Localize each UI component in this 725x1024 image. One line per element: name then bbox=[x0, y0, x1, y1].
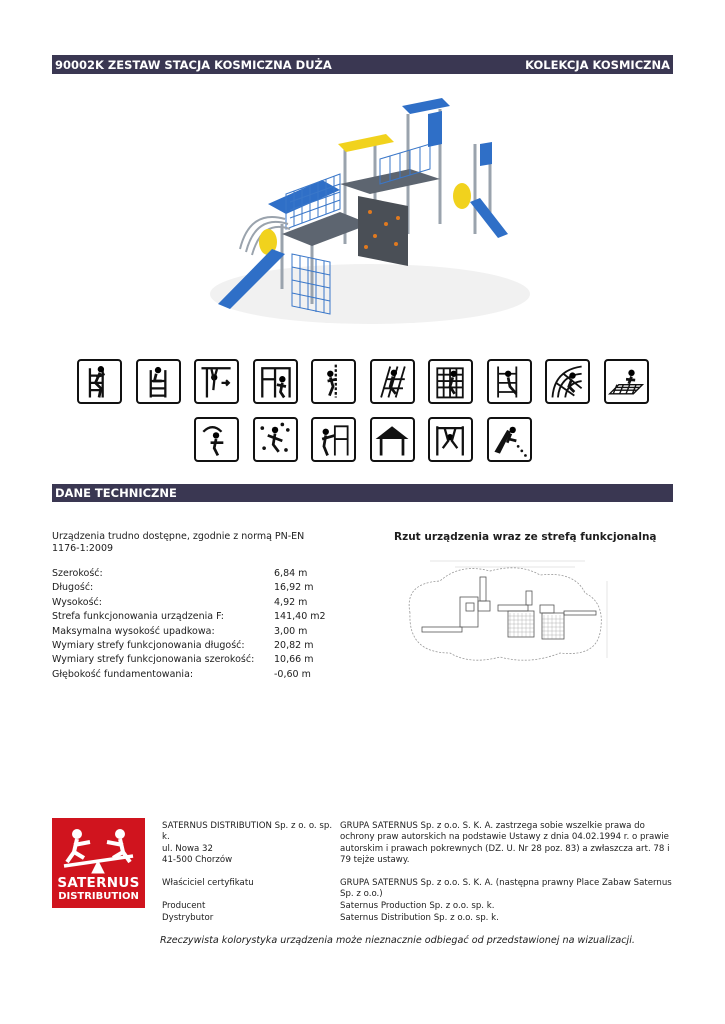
spec-value: 4,92 m bbox=[274, 596, 308, 608]
spec-label: Wymiary strefy funkcjonowania szerokość: bbox=[52, 654, 255, 666]
logo-line-2: DISTRIBUTION bbox=[58, 891, 139, 902]
spec-row bbox=[52, 610, 326, 624]
header-bar bbox=[52, 55, 673, 74]
steps-climb-icon bbox=[136, 359, 181, 404]
spec-value: 3,00 m bbox=[274, 625, 308, 637]
spec-row bbox=[52, 581, 326, 595]
floor-net-icon bbox=[604, 359, 649, 404]
spec-label: Głębokość fundamentowania: bbox=[52, 668, 194, 680]
ladder-climb-icon bbox=[77, 359, 122, 404]
company-street: ul. Nowa 32 bbox=[162, 843, 213, 854]
copyright-notice: GRUPA SATERNUS Sp. z o.o. S. K. A. zastrzega sobie wszelkie prawa do ochrony praw autorskich na podstawie Ustawy z dnia 04.02.1994 r. o prawie autorskim i prawach pokrewnych (DZ. U. Nr 28 poz. 83) a zwłaszcza art. 78 i 79 tejże ustawy. bbox=[340, 821, 670, 866]
roof-icon bbox=[370, 417, 415, 462]
product-title: 90002K ZESTAW STACJA KOSMICZNA DUŻA bbox=[55, 57, 332, 72]
plan-drawing bbox=[400, 553, 615, 668]
norm-note: Urządzenia trudno dostępne, zgodnie z normą PN-EN 1176-1:2009 bbox=[52, 531, 305, 554]
producer-value: Saternus Production Sp. z o.o. sp. k. bbox=[340, 901, 495, 911]
spec-value: 6,84 m bbox=[274, 568, 308, 579]
spec-label: Wymiary strefy funkcjonowania długość: bbox=[52, 640, 245, 652]
owner-label: Właściciel certyfikatu bbox=[162, 878, 254, 888]
section-title: DANE TECHNICZNE bbox=[55, 486, 177, 500]
distributor-label: Dystrybutor bbox=[162, 913, 214, 923]
grid-climb-icon bbox=[428, 359, 473, 404]
curved-net-icon bbox=[545, 359, 590, 404]
spec-label: Szerokość: bbox=[52, 568, 103, 579]
product-image bbox=[190, 84, 535, 340]
spec-row bbox=[52, 596, 326, 610]
spec-value: 141,40 m2 bbox=[274, 611, 326, 623]
company-address bbox=[162, 821, 337, 867]
slide-icon bbox=[487, 417, 532, 462]
spec-table bbox=[52, 567, 326, 682]
frame-climb-icon bbox=[253, 359, 298, 404]
distributor-value: Saternus Distribution Sp. z o.o. sp. k. bbox=[340, 913, 499, 923]
plan-title: Rzut urządzenia wraz ze strefą funkcjonalną bbox=[394, 531, 657, 543]
activity-icons-row-2 bbox=[194, 417, 545, 462]
pole-climb-icon bbox=[487, 359, 532, 404]
spec-value: -0,60 m bbox=[274, 668, 311, 680]
spec-row bbox=[52, 668, 326, 682]
spec-label: Strefa funkcjonowania urządzenia F: bbox=[52, 611, 224, 623]
color-disclaimer: Rzeczywista kolorystyka urządzenia może nieznacznie odbiegać od przedstawionej na wizualizacji. bbox=[160, 935, 635, 946]
spec-label: Wysokość: bbox=[52, 596, 102, 608]
producer-label: Producent bbox=[162, 901, 206, 911]
monkey-bars-icon bbox=[194, 359, 239, 404]
owner-value: GRUPA SATERNUS Sp. z o.o. S. K. A. (następna prawny Place Zabaw Saternus Sp. z o.o.) bbox=[340, 878, 672, 900]
collection-name: KOLEKCJA KOSMICZNA bbox=[525, 57, 670, 72]
section-bar bbox=[52, 484, 673, 502]
spec-value: 20,82 m bbox=[274, 640, 314, 652]
hang-bar-icon bbox=[428, 417, 473, 462]
panel-play-icon bbox=[311, 417, 356, 462]
spec-row bbox=[52, 567, 326, 581]
company-name: SATERNUS DISTRIBUTION Sp. z o. o. sp. k. bbox=[162, 821, 333, 843]
logo-line-1: SATERNUS bbox=[57, 875, 140, 891]
company-city: 41-500 Chorzów bbox=[162, 855, 233, 866]
balance-icon bbox=[194, 417, 239, 462]
spec-row bbox=[52, 653, 326, 667]
logo-wordmark bbox=[52, 877, 145, 903]
spec-label: Długość: bbox=[52, 582, 94, 594]
activity-icons-row-1 bbox=[77, 359, 662, 404]
climbing-wall-icon bbox=[253, 417, 298, 462]
rope-climb-icon bbox=[311, 359, 356, 404]
spec-label: Maksymalna wysokość upadkowa: bbox=[52, 625, 215, 637]
spec-value: 16,92 m bbox=[274, 582, 314, 594]
net-ladder-icon bbox=[370, 359, 415, 404]
spec-row bbox=[52, 639, 326, 653]
spec-row bbox=[52, 625, 326, 639]
spec-value: 10,66 m bbox=[274, 654, 314, 666]
